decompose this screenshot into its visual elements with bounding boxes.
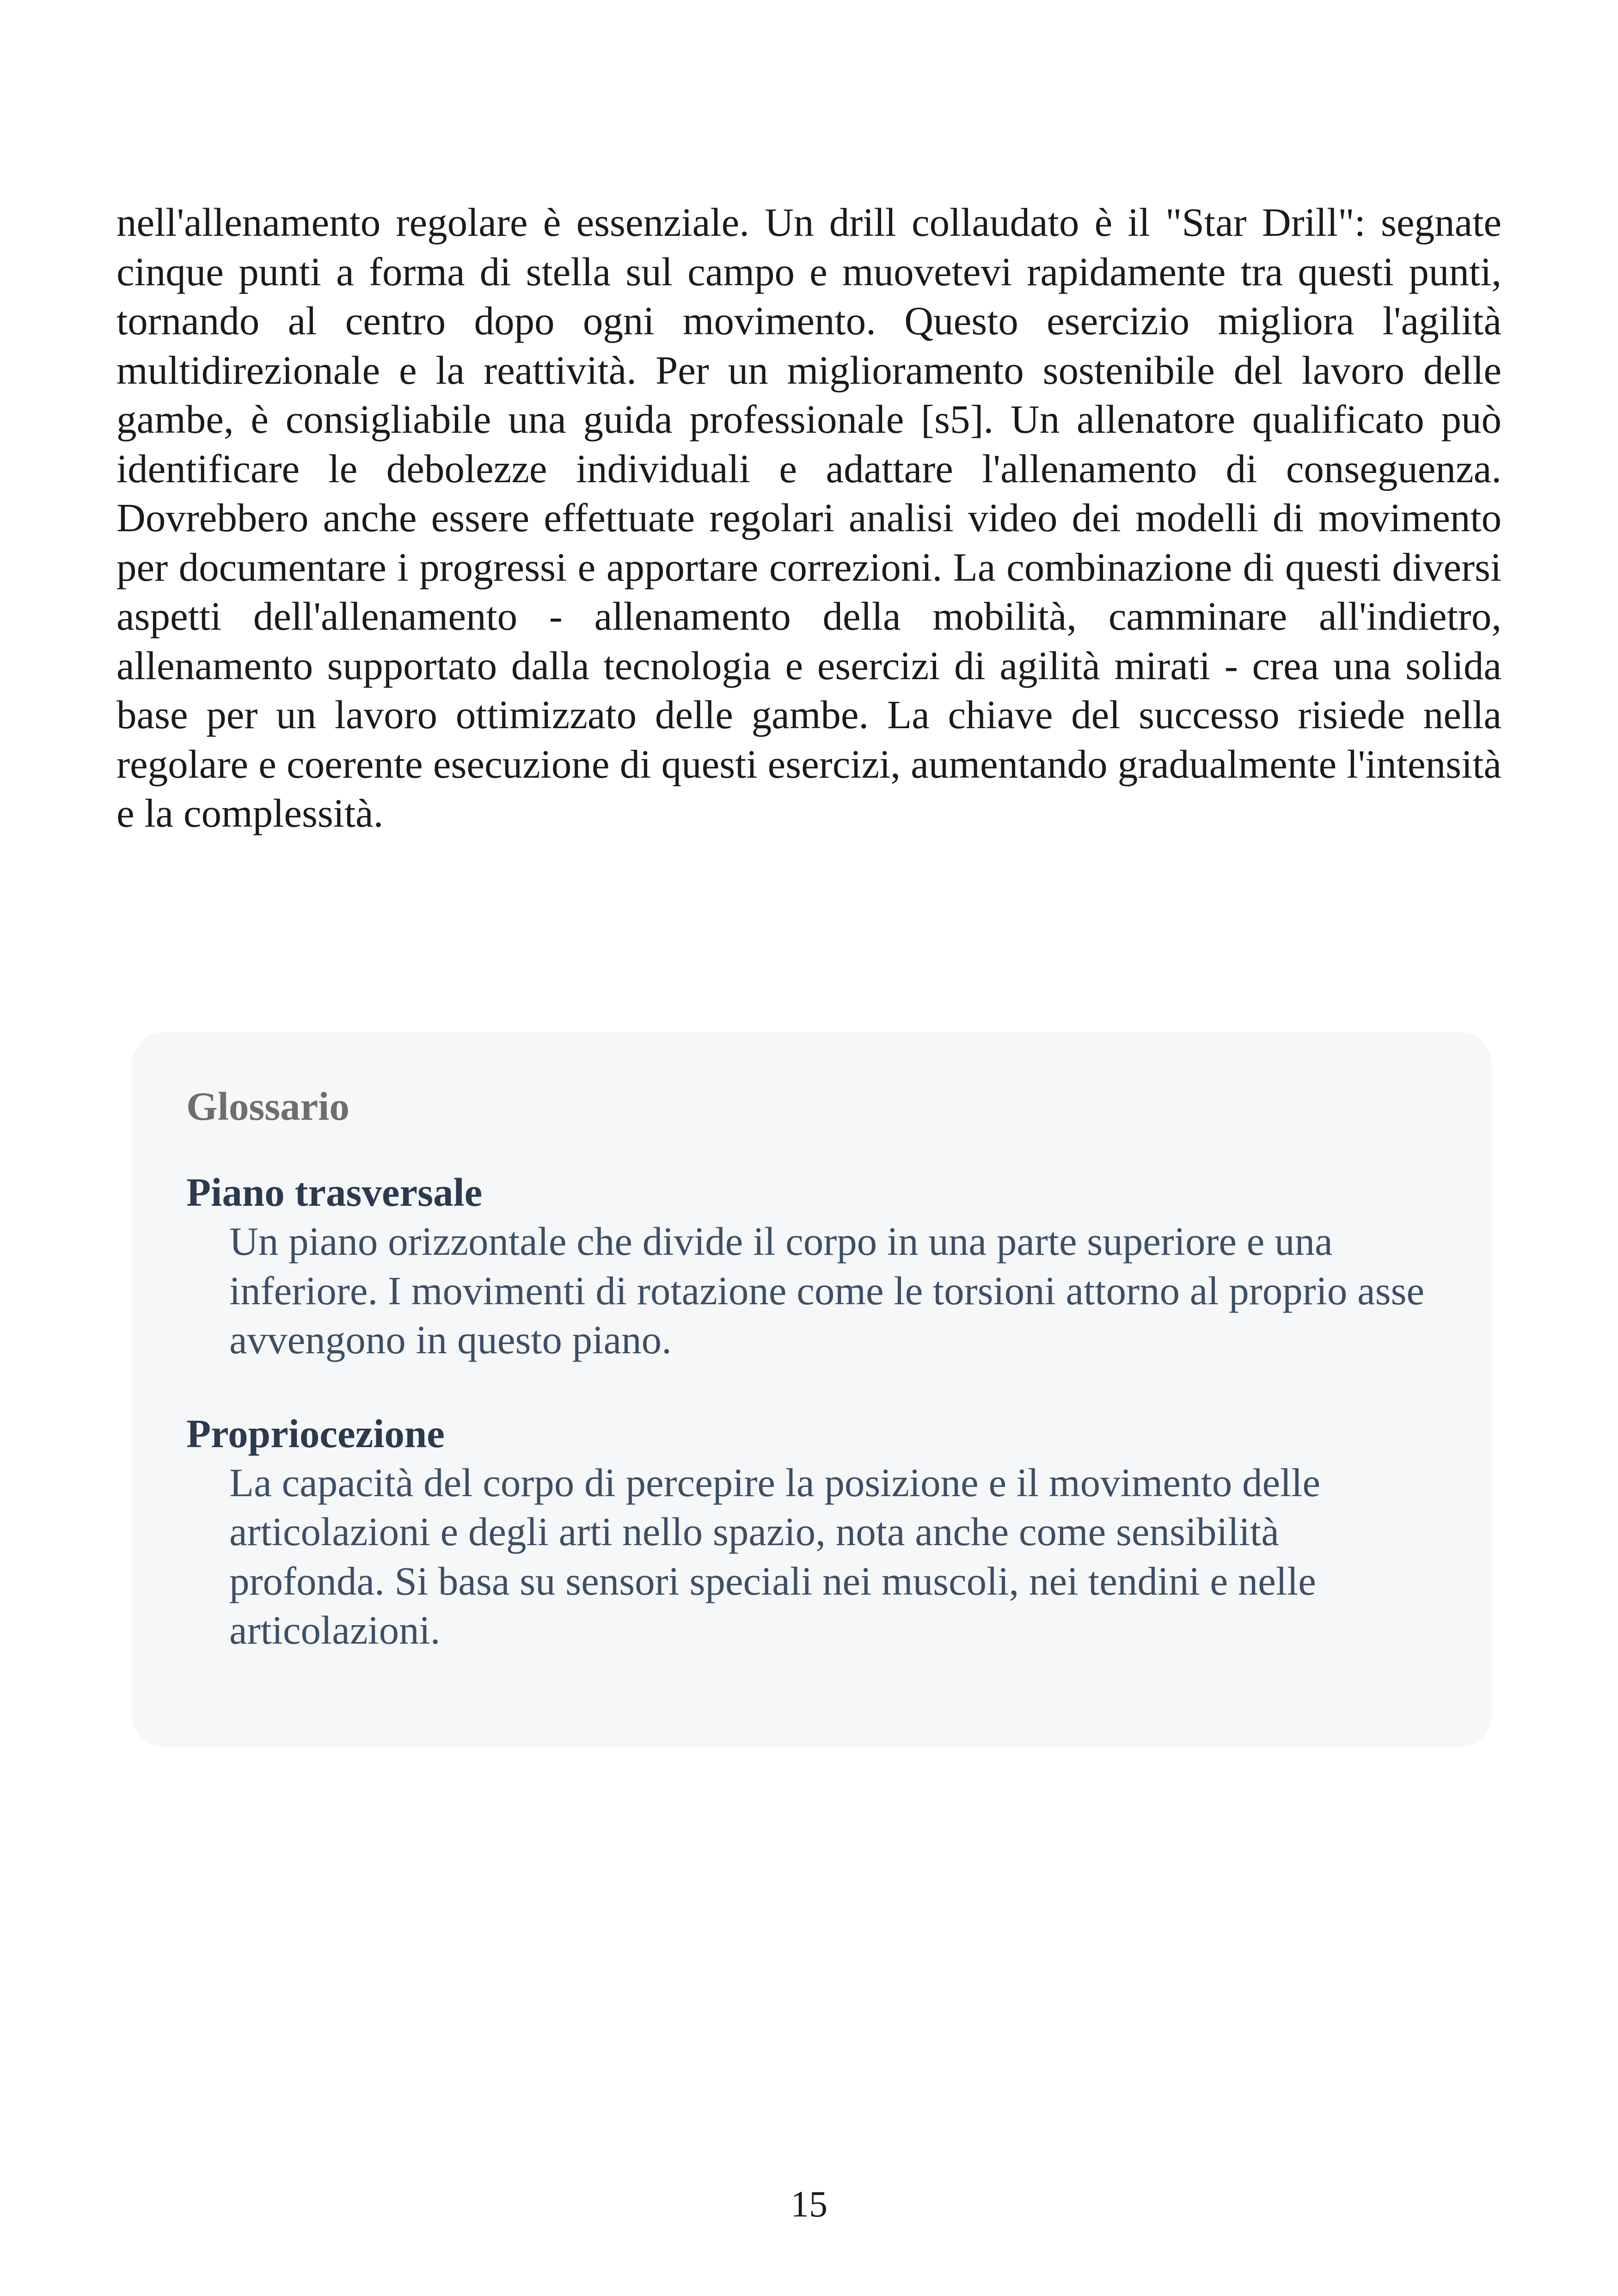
glossary-title: Glossario xyxy=(186,1084,349,1129)
glossary-definition: Un piano orizzontale che divide il corpo in una parte superiore e una inferiore. I movimenti di rotazione come le torsioni attorno al proprio asse avvengono in questo piano. xyxy=(229,1219,1425,1362)
page-number: 15 xyxy=(791,2184,827,2225)
glossary-term: Propriocezione xyxy=(186,1411,445,1456)
glossary-list xyxy=(186,1168,1437,1655)
body-paragraph: nell'allenamento regolare è essenziale. Un drill collaudato è il "Star Drill": segnate cinque punti a forma di stella sul campo e muovetevi rapidamente tra questi punti, tornando al centro dopo ogni movimento. Questo esercizio migliora l'agilità multidirezionale e la reattività. Per un miglioramento sostenibile del lavoro delle gambe, è consigliabile una guida professionale [s5]. Un allenatore qualificato può identificare le debolezze individuali e adattare l'allenamento di conseguenza. Dovrebbero anche essere effettuate regolari analisi video dei modelli di movimento per documentare i progressi e apportare correzioni. La combinazione di questi diversi aspetti dell'allenamento - allenamento della mobilità, camminare all'indietro, allenamento supportato dalla tecnologia e esercizi di agilità mirati - crea una solida base per un lavoro ottimizzato delle gambe. La chiave del successo risiede nella regolare e coerente esecuzione di questi esercizi, aumentando gradualmente l'intensità e la complessità. xyxy=(116,200,1502,835)
glossary-definition: La capacità del corpo di percepire la posizione e il movimento delle articolazioni e degli arti nello spazio, nota anche come sensibilità profonda. Si basa su sensori speciali nei muscoli, nei tendini e nelle articolazioni. xyxy=(229,1460,1321,1652)
glossary-box xyxy=(132,1032,1492,1747)
glossary-term: Piano trasversale xyxy=(186,1170,483,1215)
